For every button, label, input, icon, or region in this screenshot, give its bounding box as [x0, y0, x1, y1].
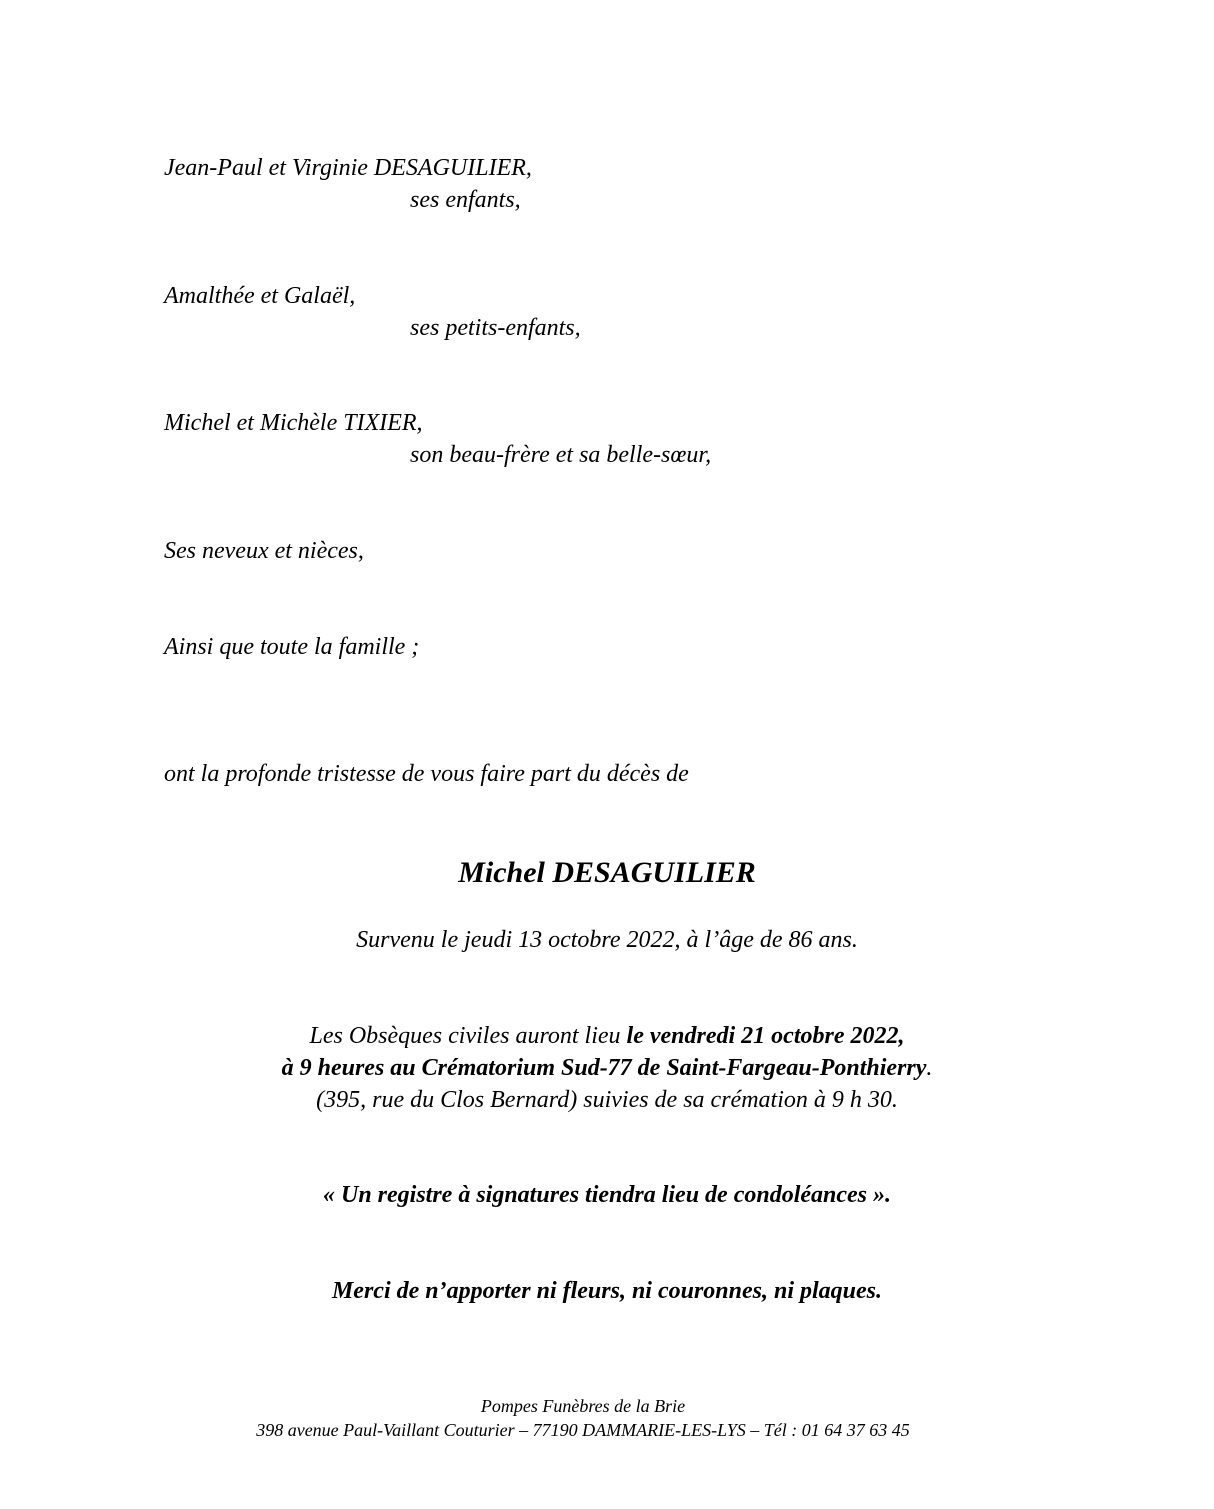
death-info: Survenu le jeudi 13 octobre 2022, à l’âge de 86 ans.	[356, 927, 858, 953]
grandchildren-names: Amalthée et Galaël,	[164, 283, 356, 309]
children-names: Jean-Paul et Virginie DESAGUILIER,	[164, 155, 532, 181]
funeral-line-2	[0, 1052, 1214, 1084]
funeral-line-1	[0, 1020, 1214, 1052]
family-line: Ainsi que toute la famille ;	[164, 634, 420, 660]
footer-company: Pompes Funèbres de la Brie	[480, 1396, 686, 1416]
grandchildren-relation: ses petits-enfants,	[410, 315, 581, 341]
deceased-name	[0, 854, 1214, 892]
registry-note: « Un registre à signatures tiendra lieu de condoléances ».	[322, 1182, 892, 1208]
deceased-last-name: DESAGUILIER	[552, 856, 756, 889]
funeral-date: le vendredi 21 octobre 2022,	[626, 1023, 905, 1049]
inlaws-names: Michel et Michèle TIXIER,	[164, 410, 423, 436]
deceased-first-name: Michel	[458, 856, 545, 889]
funeral-address-line: (395, rue du Clos Bernard) suivies de sa crémation à 9 h 30.	[316, 1087, 898, 1113]
nephews-line: Ses neveux et nièces,	[164, 538, 364, 564]
footer-address: 398 avenue Paul-Vaillant Couturier – 77190 DAMMARIE-LES-LYS – Tél : 01 64 37 63 45	[256, 1420, 910, 1440]
no-flowers-note: Merci de n’apporter ni fleurs, ni couronnes, ni plaques.	[331, 1278, 883, 1304]
announcement-intro: ont la profonde tristesse de vous faire part du décès de	[164, 761, 689, 787]
funeral-place: à 9 heures au Crématorium Sud-77 de Saint-Fargeau-Ponthierry	[281, 1055, 927, 1081]
funeral-line-1-plain: Les Obsèques civiles auront lieu	[309, 1023, 627, 1049]
children-relation: ses enfants,	[410, 187, 521, 213]
inlaws-relation: son beau-frère et sa belle-sœur,	[410, 442, 712, 468]
funeral-line-2-plain: .	[926, 1055, 933, 1081]
